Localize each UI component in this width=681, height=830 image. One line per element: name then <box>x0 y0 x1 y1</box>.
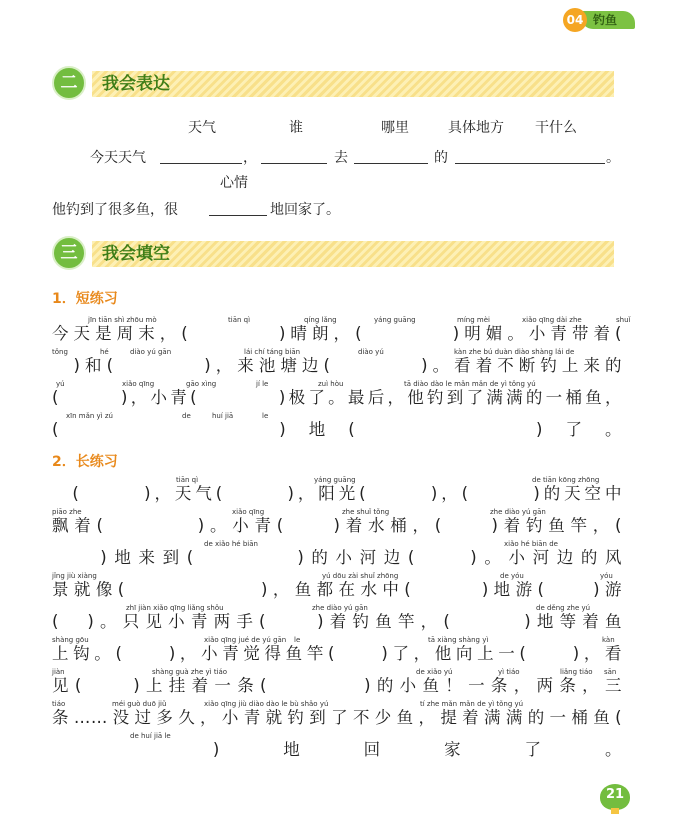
pinyin-segment: míng mèi <box>457 316 490 324</box>
pinyin-segment: zuì hòu <box>318 380 344 388</box>
text-line: 今天是周末，( )晴朗，( )明媚。小青带着( <box>52 324 622 343</box>
text-line: ( )。只见小青两手( )着钓鱼竿，( )地等着鱼 <box>52 612 622 631</box>
pinyin-segment: xiǎo qīng <box>232 508 265 516</box>
pinyin-segment: jīn tiān shì zhōu mò <box>88 316 157 324</box>
pinyin-segment: sān <box>604 668 617 676</box>
section-title: 我会填空 <box>102 244 170 264</box>
page-number-badge <box>600 784 630 814</box>
pinyin-segment: shàng gōu <box>52 636 89 644</box>
pinyin-segment: tā diào dào le mǎn mǎn de yì tǒng yú <box>404 380 536 388</box>
pinyin-segment: yáng guāng <box>314 476 356 484</box>
pinyin-segment: méi guò duō jiǔ <box>112 700 167 708</box>
pinyin-segment: de huí jiā le <box>130 732 171 740</box>
pinyin-segment: liǎng tiáo <box>560 668 593 676</box>
blank-where[interactable] <box>354 163 428 164</box>
section-header-fill <box>52 236 618 272</box>
pinyin-segment: xiǎo qīng jiù diào dào le bù shǎo yú <box>204 700 329 708</box>
text-line: 上钩。( )，小青觉得鱼竿( )了，他向上一( )，看 <box>52 644 622 663</box>
pinyin-segment: jǐng jiù xiàng <box>52 572 97 580</box>
text-line: )和( )，来池塘边( )。看着不断钓上来的 <box>52 356 622 375</box>
pinyin-segment: yì tiáo <box>498 668 520 676</box>
text-line: 条……没过多久，小青就钓到了不少鱼，提着满满的一桶鱼( <box>52 708 622 727</box>
pinyin-segment: de děng zhe yú <box>536 604 591 612</box>
sentence1-part: 去 <box>334 150 348 166</box>
pinyin-segment: de tiān kōng zhōng <box>532 476 600 484</box>
pinyin-segment: jiàn <box>52 668 65 676</box>
pinyin-segment: zhe diào yú gān <box>312 604 368 612</box>
header-band <box>92 241 614 267</box>
pinyin-segment: tǒng <box>52 348 68 356</box>
section-number-icon: 三 <box>52 236 86 270</box>
header-band <box>92 71 614 97</box>
pinyin-segment: diào yú <box>358 348 384 356</box>
pinyin-segment: tā xiàng shàng yì <box>428 636 489 644</box>
pinyin-segment: qíng lǎng <box>304 316 337 324</box>
pinyin-segment: xiǎo qīng jué de yú gān <box>204 636 287 644</box>
pinyin-segment: yú <box>56 380 65 388</box>
pinyin-segment: tiáo <box>52 700 66 708</box>
hint-place: 具体地方 <box>448 120 504 136</box>
pinyin-segment: le <box>294 636 301 644</box>
pinyin-segment: de yóu <box>500 572 524 580</box>
pinyin-segment: shàng guà zhe yì tiáo <box>152 668 228 676</box>
pinyin-segment: tí zhe mǎn mǎn de yì tǒng yú <box>420 700 524 708</box>
pinyin-segment: xiǎo qīng dài zhe <box>522 316 582 324</box>
pinyin-segment: xiǎo qīng <box>122 380 155 388</box>
pinyin-segment: diào yú gān <box>130 348 172 356</box>
pinyin-segment: kàn <box>602 636 615 644</box>
page-number: 21 <box>605 787 625 802</box>
sentence1-part: ， <box>243 150 257 166</box>
text-line: ( )，天气( )，阳光( )，( )的天空中 <box>52 484 622 503</box>
lesson-number: 04 <box>563 8 587 32</box>
pinyin-segment: xiǎo hé biān de <box>504 540 558 548</box>
text-line: )地来到( )的小河边( )。小河边的风 <box>52 548 622 567</box>
hint-doing: 干什么 <box>535 120 577 136</box>
pinyin-segment: jí le <box>256 380 269 388</box>
pinyin-segment: shuǐ <box>616 316 631 324</box>
text-line: 飘着( )。小青( )着水桶，( )着钓鱼竿，( <box>52 516 622 535</box>
pinyin-segment: de <box>182 412 191 420</box>
pinyin-segment: zhe diào yú gān <box>490 508 546 516</box>
pinyin-segment: kàn zhe bú duàn diào shàng lái de <box>454 348 575 356</box>
sentence1-part: 今天天气 <box>90 150 146 166</box>
sentence2-part: 他钓到了很多鱼，很 <box>52 202 178 218</box>
sentence1-part: 的 <box>434 150 448 166</box>
pinyin-segment: zhī jiàn xiǎo qīng liǎng shǒu <box>126 604 224 612</box>
text-line: )地回家了。 <box>52 740 622 759</box>
blank-who[interactable] <box>261 163 327 164</box>
blank-weather[interactable] <box>160 163 242 164</box>
hint-where: 哪里 <box>381 120 409 136</box>
hint-weather: 天气 <box>188 120 216 136</box>
pinyin-segment: de xiǎo yú <box>416 668 453 676</box>
text-line: ( )，小青( )极了。最后，他钓到了满满的一桶鱼， <box>52 388 622 407</box>
section-header-express <box>52 66 618 102</box>
pinyin-segment: yóu <box>600 572 613 580</box>
hint-mood: 心情 <box>220 175 248 191</box>
pinyin-segment: hé <box>100 348 109 356</box>
tree-trunk <box>611 808 619 814</box>
pinyin-segment: gāo xìng <box>186 380 217 388</box>
pinyin-segment: huí jiā <box>212 412 234 420</box>
pinyin-segment: xīn mǎn yì zú <box>66 412 113 420</box>
blank-mood[interactable] <box>209 215 267 216</box>
pinyin-segment: tiān qì <box>176 476 199 484</box>
text-line: ( )地( )了。 <box>52 420 622 439</box>
lesson-title: 钓鱼 <box>593 13 618 27</box>
short-exercise-heading: 1．短练习 <box>52 291 118 307</box>
pinyin-segment: zhe shuǐ tǒng <box>342 508 390 516</box>
pinyin-segment: de xiǎo hé biān <box>204 540 258 548</box>
section-title: 我会表达 <box>102 74 170 94</box>
pinyin-segment: yáng guāng <box>374 316 416 324</box>
sentence1-part: 。 <box>606 150 620 166</box>
pinyin-segment: tiān qì <box>228 316 251 324</box>
text-line: 见( )上挂着一条( )的小鱼！一条，两条，三 <box>52 676 622 695</box>
pinyin-segment: yú dōu zài shuǐ zhōng <box>322 572 399 580</box>
pinyin-segment: le <box>262 412 269 420</box>
sentence2-part: 地回家了。 <box>270 202 340 218</box>
pinyin-segment: piāo zhe <box>52 508 82 516</box>
pinyin-segment: lái chí táng biān <box>244 348 301 356</box>
blank-doing[interactable] <box>455 163 605 164</box>
section-number-icon: 二 <box>52 66 86 100</box>
lesson-badge <box>563 8 635 32</box>
hint-who: 谁 <box>289 120 303 136</box>
text-line: 景就像( )，鱼都在水中( )地游( )游 <box>52 580 622 599</box>
long-exercise-heading: 2．长练习 <box>52 454 118 470</box>
